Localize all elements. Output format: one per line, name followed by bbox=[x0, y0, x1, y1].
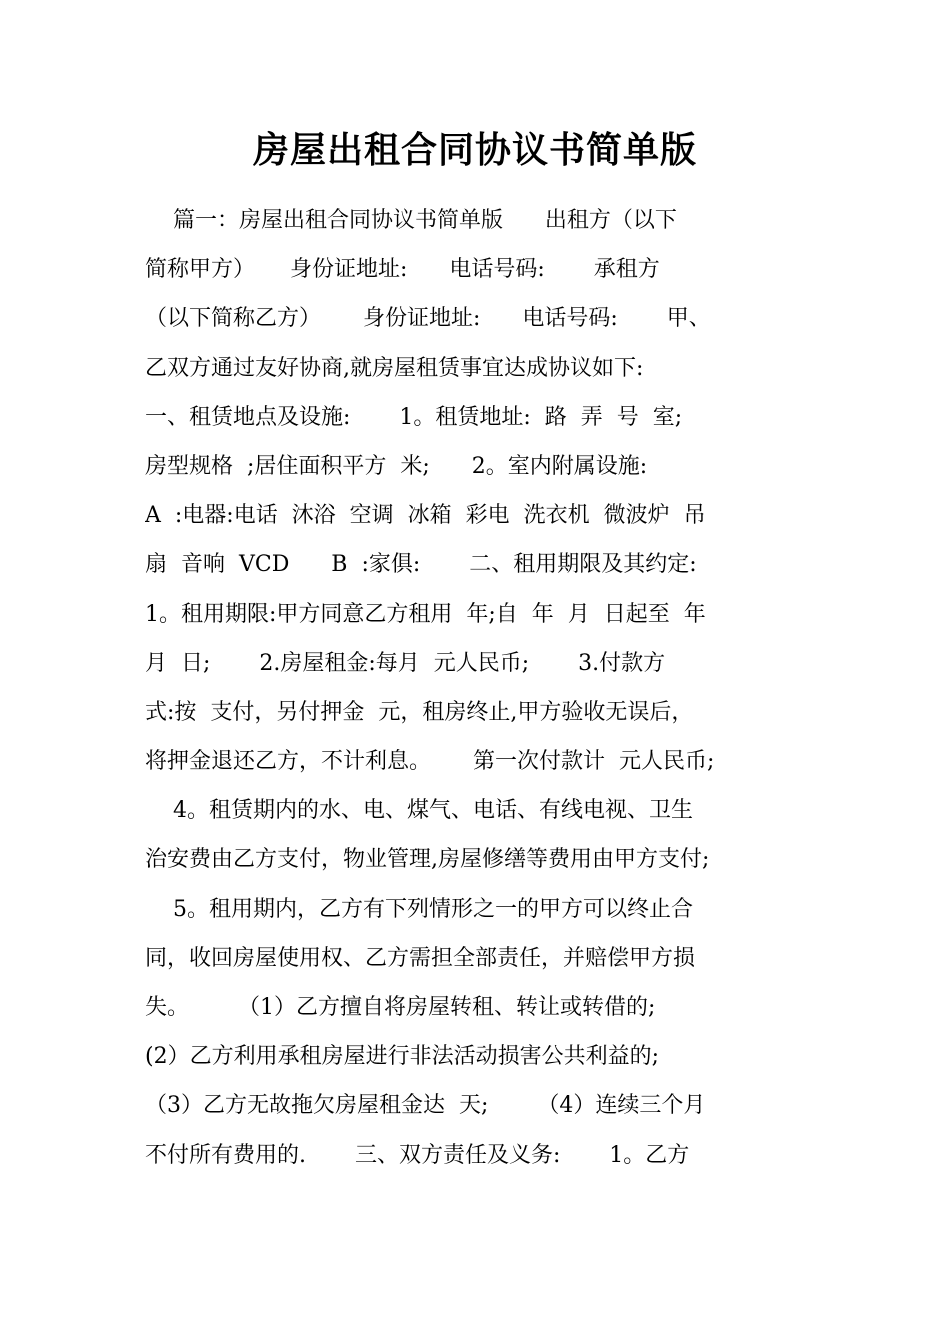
document-title: 房屋出租合同协议书简单版 bbox=[252, 129, 697, 171]
body-line-8: 扇 音响 VCD B :家俱: 二、租用期限及其约定: bbox=[145, 552, 697, 578]
body-line-13: 4。租赁期内的水、电、煤气、电话、有线电视、卫生 bbox=[145, 798, 693, 824]
body-line-7: A :电器:电话 沐浴 空调 冰箱 彩电 洗衣机 微波炉 吊 bbox=[145, 503, 706, 529]
body-line-19: （3）乙方无故拖欠房屋租金达 天; （4）连续三个月 bbox=[145, 1093, 706, 1119]
body-line-4: 乙双方通过友好协商,就房屋租赁事宜达成协议如下: bbox=[145, 355, 644, 381]
body-line-9: 1。租用期限:甲方同意乙方租用 年;自 年 月 日起至 年 bbox=[145, 601, 706, 627]
body-line-20: 不付所有费用的. 三、双方责任及义务: 1。乙方 bbox=[145, 1142, 690, 1168]
body-line-14: 治安费由乙方支付，物业管理,房屋修缮等费用由甲方支付; bbox=[145, 847, 710, 873]
body-line-1: 篇一：房屋出租合同协议书简单版 出租方（以下 bbox=[145, 208, 677, 233]
document-body bbox=[145, 196, 810, 1180]
body-line-15: 5。租用期内，乙方有下列情形之一的甲方可以终止合 bbox=[145, 896, 693, 922]
body-line-16: 同，收回房屋使用权、乙方需担全部责任，并赔偿甲方损 bbox=[145, 945, 696, 971]
body-line-17: 失。 （1）乙方擅自将房屋转租、转让或转借的; bbox=[145, 995, 656, 1020]
body-line-2: 简称甲方） 身份证地址: 电话号码: 承租方 bbox=[145, 257, 660, 283]
body-line-11: 式:按 支付，另付押金 元，租房终止,甲方验收无误后， bbox=[145, 699, 694, 725]
body-line-18: (2）乙方利用承租房屋进行非法活动损害公共利益的; bbox=[145, 1044, 659, 1070]
body-line-6: 房型规格 ;居住面积平方 米; 2。室内附属设施: bbox=[145, 453, 648, 479]
body-line-10: 月 日; 2.房屋租金:每月 元人民币; 3.付款方 bbox=[145, 650, 666, 676]
body-line-3: （以下简称乙方） 身份证地址: 电话号码: 甲、 bbox=[145, 306, 711, 332]
body-line-5: 一、租赁地点及设施: 1。租赁地址: 路 弄 号 室; bbox=[145, 404, 683, 430]
body-line-12: 将押金退还乙方，不计利息。 第一次付款计 元人民币; bbox=[145, 749, 715, 775]
